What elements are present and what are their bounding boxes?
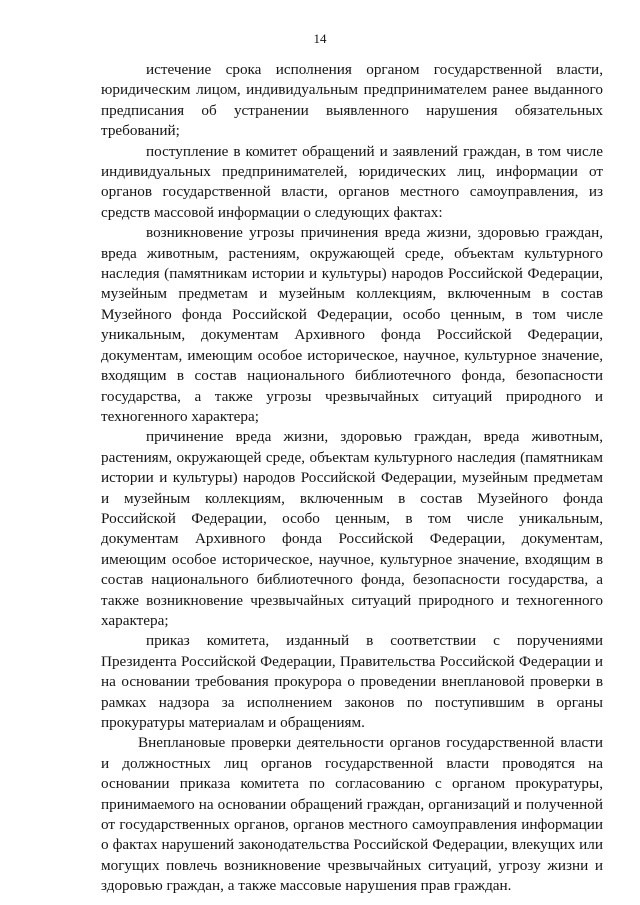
paragraph-harm-caused: причинение вреда жизни, здоровью граждан, вреда животным, растениям, окружающей среде, объектам культурного наследия (памятникам истории и культуры) народов Российской Федерации, музейным предметам и музейным коллекциям, включенным в состав Музейного фонда Российской Федерации, особо ценным, в том числе уникальным, документам Архивного фонда Российской Федерации, документам, имеющим особое историческое, научное, культурное значение, входящим в состав национального библиотечного фонда, безопасности государства, а также возникновение чрезвычайных ситуаций природного и техногенного характера; [101,428,603,629]
paragraph-deadline-expiry: истечение срока исполнения органом государственной власти, юридическим лицом, индивидуальным предпринимателем ранее выданного предписания об устранении выявленного нарушения обязательных требований; [101,61,603,140]
paragraph-complaints-received: поступление в комитет обращений и заявлений граждан, в том числе индивидуальных предпринимателей, юридических лиц, информации от органов государственной власти, органов местного самоуправления, из средств массовой информации о следующих фактах: [101,142,603,221]
paragraph-committee-order: приказ комитета, изданный в соответствии с поручениями Президента Российской Федерации, Правительства Российской Федерации и на основании требования прокурора о проведении внеплановой проверки в рамках надзора за исполнением законов по поступившим в органы прокуратуры материалам и обращениям. [101,632,603,731]
body-text [101,60,603,897]
paragraph-unscheduled-inspections: Внеплановые проверки деятельности органов государственной власти и должностных лиц органов государственной власти проводятся на основании приказа комитета по согласованию с органом прокуратуры, принимаемого на основании обращений граждан, организаций и полученной от государственных органов, органов местного самоуправления информации о фактах нарушений законодательства Российской Федерации, влекущих или могущих повлечь возникновение чрезвычайных ситуаций, угрозу жизни и здоровью граждан, а также массовые нарушения прав граждан. [101,734,603,895]
paragraph-threat-of-harm: возникновение угрозы причинения вреда жизни, здоровью граждан, вреда животным, растениям, окружающей среде, объектам культурного наследия (памятникам истории и культуры) народов Российской Федерации, музейным предметам и музейным коллекциям, включенным в состав Музейного фонда Российской Федерации, особо ценным, в том числе уникальным, документам Архивного фонда Российской Федерации, документам, имеющим особое историческое, научное, культурное значение, входящим в состав национального библиотечного фонда, безопасности государства, а также угрозы чрезвычайных ситуаций природного и техногенного характера; [101,224,603,425]
page-number: 14 [313,31,327,46]
